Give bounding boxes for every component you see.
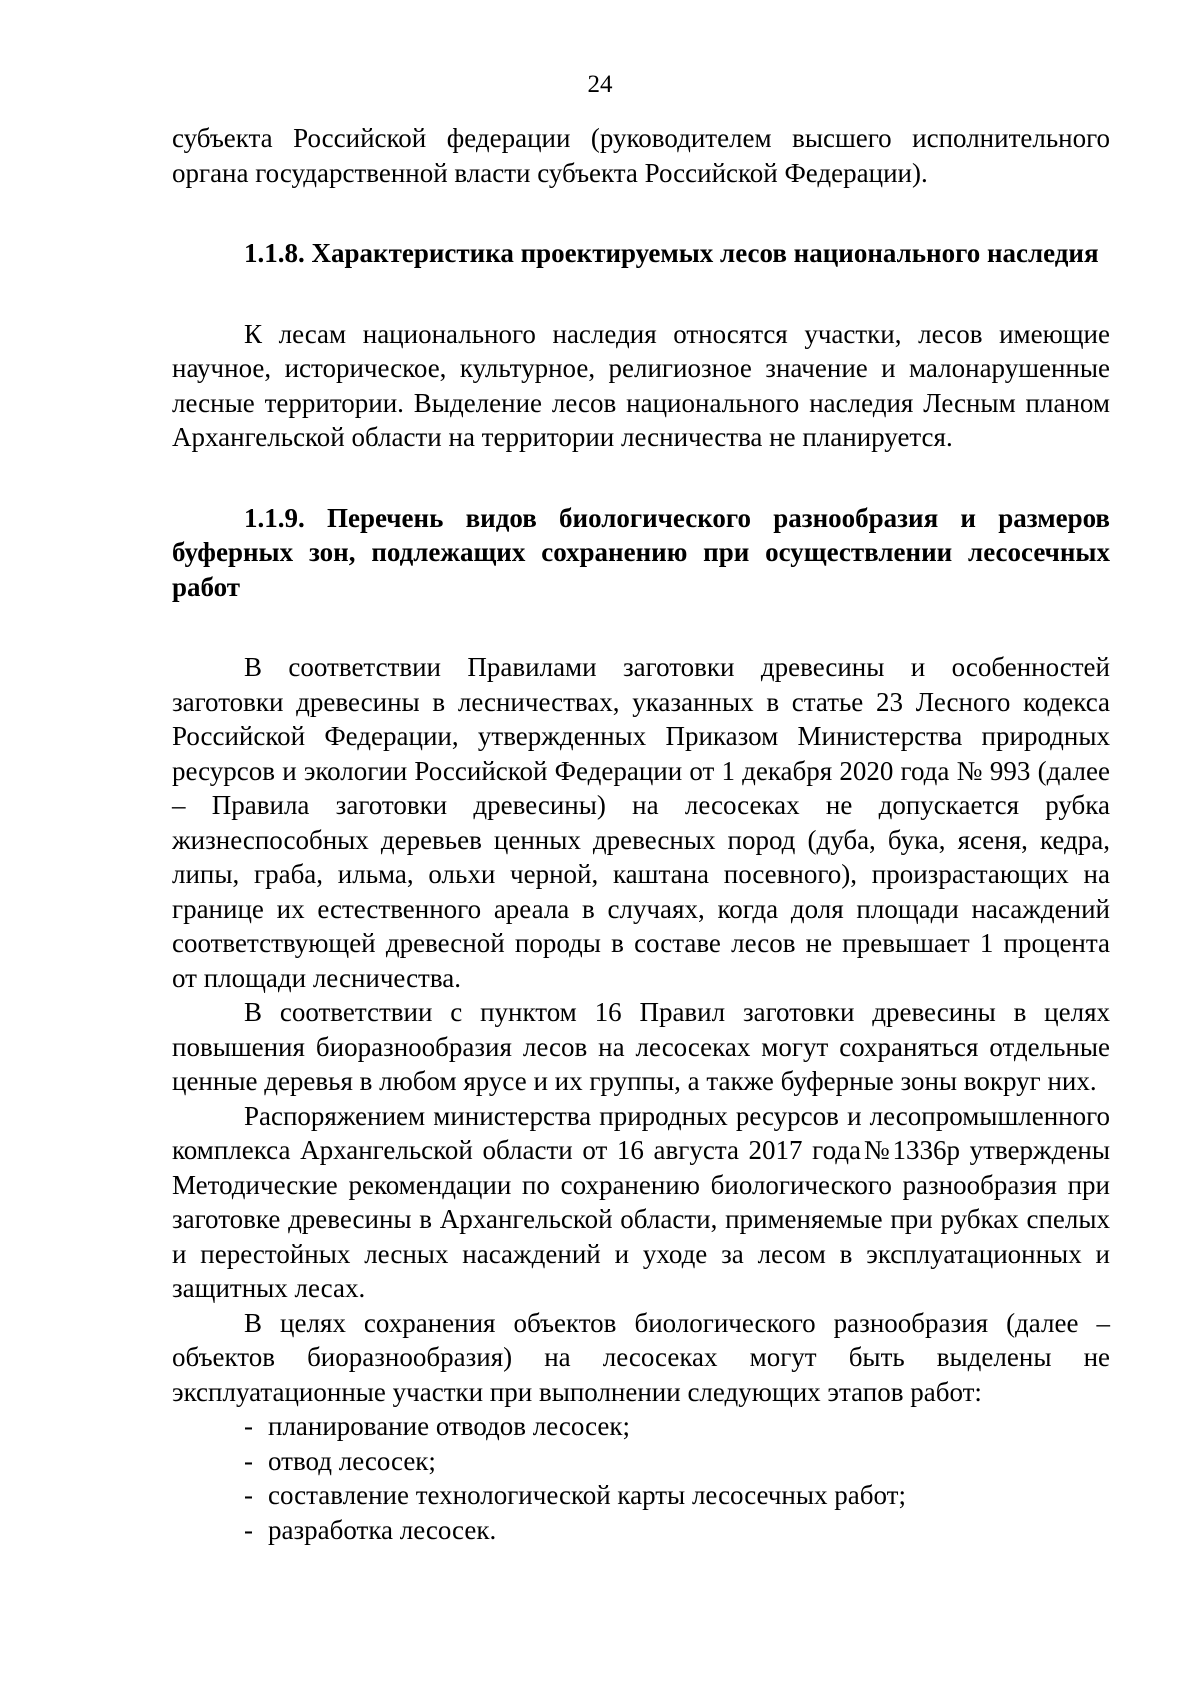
- paragraph: В соответствии Правилами заготовки древесины и особенностей заготовки древесины в лесничествах, указанных в статье 23 Лесного кодекса Российской Федерации, утвержденных Приказом Министерства природных ресурсов и экологии Российской Федерации от 1 декабря 2020 года № 993 (далее – Правила заготовки древесины) на лесосеках не допускается рубка жизнеспособных деревьев ценных древесных пород (дуба, бука, ясеня, кедра, липы, граба, ильма, ольхи черной, каштана посевного), произрастающих на границе их естественного ареала в случаях, когда доля площади насаждений соответствующей древесной породы в составе лесов не превышает 1 процента от площади лесничества.: [172, 652, 1110, 993]
- list-marker: -: [244, 1445, 253, 1476]
- paragraph: В целях сохранения объектов биологического разнообразия (далее – объектов биоразнообразия) на лесосеках могут быть выделены не эксплуатационные участки при выполнении следующих этапов работ:: [172, 1307, 1110, 1407]
- paragraph: К лесам национального наследия относятся участки, лесов имеющие научное, историческое, культурное, религиозное значение и малонарушенные лесные территории. Выделение лесов национального наследия Лесным планом Архангельской области на территории лесничества не планируется.: [172, 318, 1110, 452]
- list-item-text: планирование отводов лесосек;: [268, 1411, 630, 1441]
- paragraph: В соответствии с пунктом 16 Правил заготовки древесины в целях повышения биоразнообразия лесов на лесосеках могут сохраняться отдельные ценные деревья в любом ярусе и их группы, а также буферные зоны вокруг них.: [172, 997, 1110, 1096]
- list-marker: -: [244, 1480, 253, 1510]
- list-marker: -: [244, 1411, 253, 1441]
- list-item-text: составление технологической карты лесосечных работ;: [268, 1480, 906, 1510]
- section-heading-1-1-9: [172, 501, 1110, 605]
- list-item: [244, 1444, 1110, 1479]
- work-stages-list: [172, 1409, 1110, 1547]
- list-item: [244, 1409, 1110, 1444]
- list-item: [244, 1478, 1110, 1513]
- intro-paragraph: субъекта Российской федерации (руководителем высшего исполнительного органа государственной власти субъекта Российской Федерации).: [172, 123, 1110, 188]
- section-title: Характеристика проектируемых лесов национального наследия: [311, 238, 1099, 268]
- page-content: [172, 121, 1110, 1547]
- section-title: Перечень видов биологического разнообразия и размеров буферных зон, подлежащих сохранению при осуществлении лесосечных работ: [172, 502, 1110, 602]
- section-heading-1-1-8: [172, 236, 1110, 271]
- paragraph: Распоряжением министерства природных ресурсов и лесопромышленного комплекса Архангельской области от 16 августа 2017 года№1336р утверждены Методические рекомендации по сохранению биологического разнообразия при заготовке древесины в Архангельской области, применяемые при рубках спелых и перестойных лесных насаждений и уходе за лесом в эксплуатационных и защитных лесах.: [172, 1100, 1110, 1303]
- list-item-text: отвод лесосек;: [268, 1445, 436, 1476]
- page-number: 24: [587, 71, 613, 98]
- section-number: 1.1.8.: [244, 238, 305, 268]
- section-number: 1.1.9.: [244, 502, 305, 533]
- list-marker: -: [244, 1514, 253, 1545]
- list-item-text: разработка лесосек.: [268, 1514, 497, 1545]
- list-item: [244, 1513, 1110, 1548]
